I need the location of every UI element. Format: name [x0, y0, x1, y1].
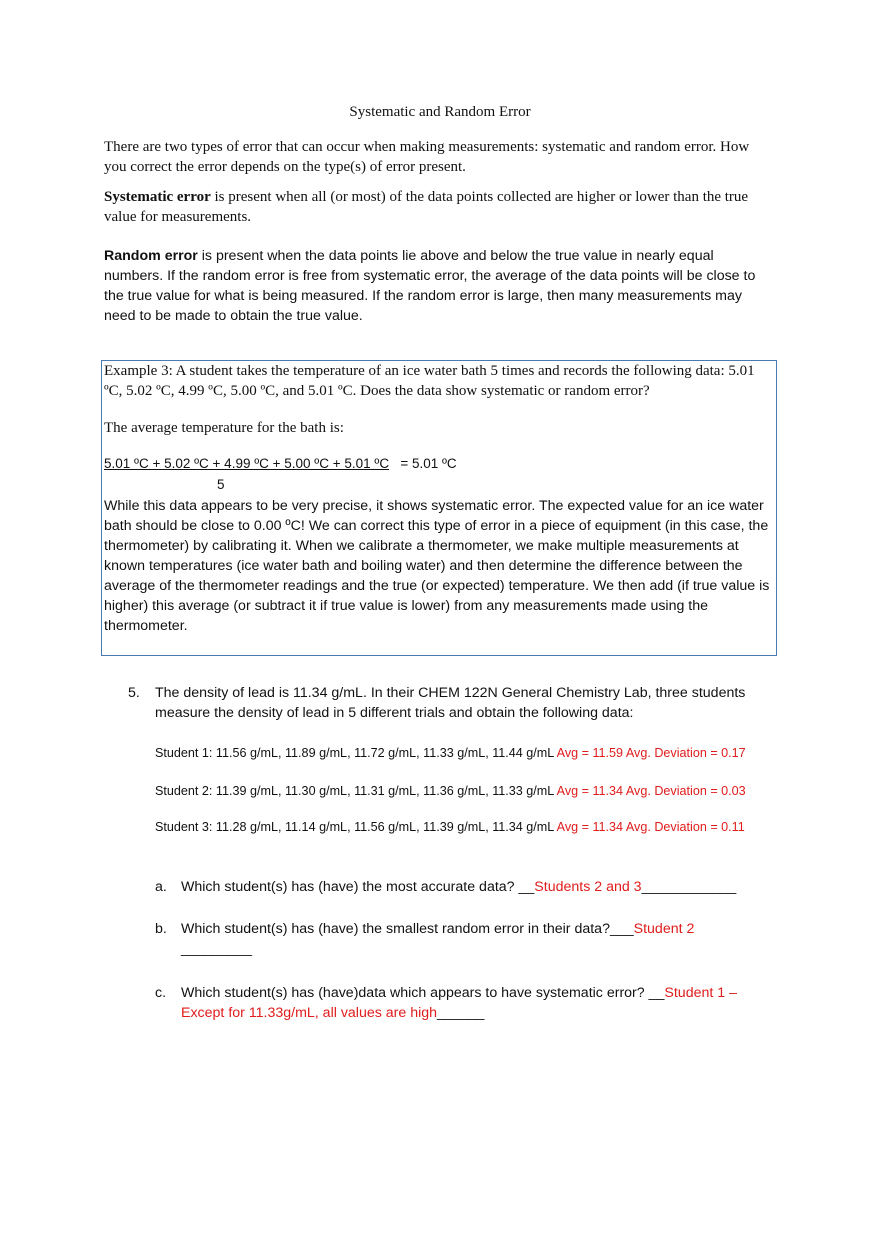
student-data: Student 1: 11.56 g/mL, 11.89 g/mL, 11.72 g/mL, 11.33 g/mL, 11.44 g/mL — [155, 746, 557, 760]
question-text: The density of lead is 11.34 g/mL. In their CHEM 122N General Chemistry Lab, three students measure the density of lead in 5 different trials and obtain the following data: — [155, 685, 746, 721]
formula-numerator: 5.01 ºC + 5.02 ºC + 4.99 ºC + 5.00 ºC + 5.01 ºC — [104, 456, 390, 471]
systematic-error-term: Systematic error — [104, 189, 211, 205]
student-data-row — [155, 744, 765, 762]
subquestion-c — [181, 983, 761, 1023]
subquestion-b — [181, 919, 761, 959]
subquestion-prompt: Which student(s) has (have) the most accurate data? __ — [181, 879, 535, 895]
subquestion-letter: b. — [155, 921, 167, 937]
answer-blank: _________ — [181, 941, 253, 957]
subquestion-prompt: Which student(s) has (have) the smallest random error in their data?___ — [181, 921, 634, 937]
example-question: Example 3: A student takes the temperature of an ice water bath 5 times and records the following data: 5.01 ºC, 5.02 ºC, 4.99 ºC, 5.00 ºC, and 5.01 ºC. Does the data show systematic or random error? — [104, 363, 755, 399]
systematic-error-text: is present when all (or most) of the data points collected are higher or lower than the true value for measurements. — [104, 189, 749, 225]
random-error-text: is present when the data points lie above and below the true value in nearly equal numbers. If the random error is free from systematic error, the average of the data points will be close to the true value for what is being measured. If the random error is large, then many measurements may need to be made to obtain the true value. — [104, 248, 756, 324]
example-explanation: While this data appears to be very precise, it shows systematic error. The expected value for an ice water bath should be close to 0.00 ºC! We can correct this type of error in a piece of equipment (in this case, the thermometer) by calibrating it. When we calibrate a thermometer, we make multiple measurements at known temperatures (ice water bath and boiling water) and then determine the difference between the average of the thermometer readings and the true (or expected) temperature. We then add (if true value is higher) this average (or subtract it if true value is lower) from any measurements made using the thermometer. — [104, 498, 770, 634]
subquestion-a — [181, 877, 761, 897]
subquestion-prompt: Which student(s) has (have)data which appears to have systematic error? __ — [181, 985, 665, 1001]
formula-denominator: 5 — [217, 477, 225, 492]
random-error-paragraph — [104, 246, 774, 326]
average-formula — [104, 454, 774, 474]
student-stats-answer: Avg = 11.34 Avg. Deviation = 0.03 — [556, 784, 746, 798]
student-data: Student 3: 11.28 g/mL, 11.14 g/mL, 11.56 g/mL, 11.39 g/mL, 11.34 g/mL — [155, 820, 557, 834]
answer-blank: ____________ — [641, 879, 737, 895]
question-number: 5. — [128, 685, 140, 701]
intro-paragraph: There are two types of error that can occur when making measurements: systematic and random error. How you correct the error depends on the type(s) of error present. — [104, 139, 750, 175]
student-data: Student 2: 11.39 g/mL, 11.30 g/mL, 11.31 g/mL, 11.36 g/mL, 11.33 g/mL — [155, 784, 557, 798]
random-error-term: Random error — [104, 248, 198, 264]
subquestion-letter: a. — [155, 879, 167, 895]
page-title: Systematic and Random Error — [349, 104, 531, 120]
subquestion-answer: Student 2 — [633, 921, 695, 937]
systematic-error-paragraph — [104, 187, 774, 227]
student-data-row — [155, 818, 765, 836]
example-average-label: The average temperature for the bath is: — [104, 420, 344, 436]
student-data-row — [155, 782, 765, 800]
answer-blank: ______ — [437, 1005, 485, 1021]
formula-result: = 5.01 ºC — [400, 456, 457, 471]
subquestion-answer: Students 2 and 3 — [534, 879, 642, 895]
subquestion-answer: Student 1 – Except for 11.33g/mL, all values are high — [181, 985, 737, 1021]
student-stats-answer: Avg = 11.59 Avg. Deviation = 0.17 — [556, 746, 746, 760]
student-stats-answer: Avg = 11.34 Avg. Deviation = 0.11 — [556, 820, 745, 834]
subquestion-letter: c. — [155, 985, 167, 1001]
